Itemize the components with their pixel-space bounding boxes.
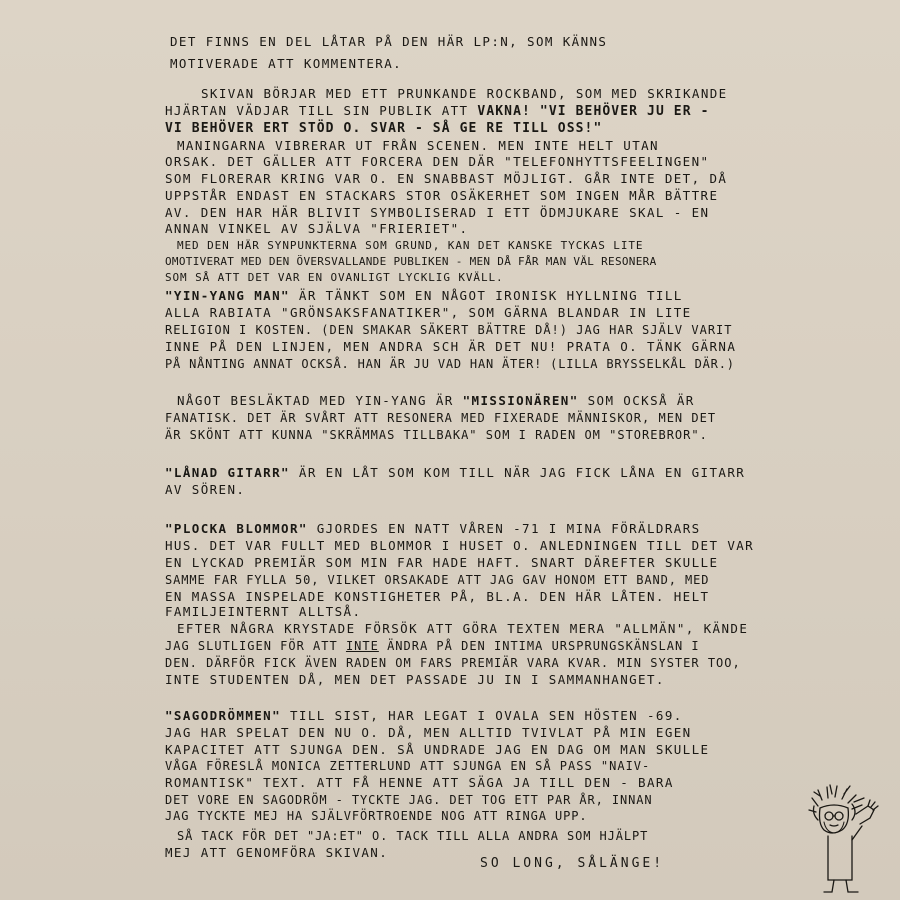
text-fragment: SOM OCKSÅ ÄR xyxy=(578,393,695,408)
intro-line: MOTIVERADE ATT KOMMENTERA. xyxy=(170,56,403,71)
text-line xyxy=(165,638,700,654)
text-line: EN LYCKAD PREMIÄR SOM MIN FAR HADE HAFT. SNART DÄREFTER SKULLE xyxy=(165,555,719,570)
text-fragment: ÄNDRA PÅ DEN INTIMA URSPRUNGSKÄNSLAN I xyxy=(378,639,700,653)
song-title: "MISSIONÄREN" xyxy=(462,393,579,408)
text-line: SKIVAN BÖRJAR MED ETT PRUNKANDE ROCKBAND, SOM MED SKRIKANDE xyxy=(201,86,728,101)
text-line: ROMANTISK" TEXT. ATT FÅ HENNE ATT SÄGA JA TILL DEN - BARA xyxy=(165,775,674,790)
text-line: PÅ NÅNTING ANNAT OCKSÅ. HAN ÄR JU VAD HAN ÄTER! (LILLA BRYSSELKÅL DÄR.) xyxy=(165,357,735,371)
text-line xyxy=(177,393,695,409)
text-line: SOM FLORERAR KRING VAR O. EN SNABBAST MÖJLIGT. GÅR INTE DET, DÅ xyxy=(165,171,728,186)
text-line: VÅGA FÖRESLÅ MONICA ZETTERLUND ATT SJUNGA EN SÅ PASS "NAIV- xyxy=(165,759,651,773)
text-fragment: ÄR TÄNKT SOM EN NÅGOT IRONISK HYLLNING TILL xyxy=(289,288,683,303)
closing-line: SÅ TACK FÖR DET "JA:ET" O. TACK TILL ALLA ANDRA SOM HJÄLPT xyxy=(177,829,649,843)
text-line: OMOTIVERAT MED DEN ÖVERSVALLANDE PUBLIKEN - MEN DÅ FÅR MAN VÄL RESONERA xyxy=(165,255,657,268)
song-title: "YIN-YANG MAN" xyxy=(165,288,290,303)
closing-line: MEJ ATT GENOMFÖRA SKIVAN. xyxy=(165,845,389,860)
text-fragment: JAG SLUTLIGEN FÖR ATT xyxy=(165,639,346,653)
signoff: SO LONG, SÅLÄNGE! xyxy=(480,856,665,871)
text-line xyxy=(165,103,710,120)
text-line: DET VORE EN SAGODRÖM - TYCKTE JAG. DET TOG ETT PAR ÅR, INNAN xyxy=(165,793,653,807)
text-fragment: TILL SIST, HAR LEGAT I OVALA SEN HÖSTEN -69. xyxy=(281,708,683,723)
text-line: AV. DEN HAR HÄR BLIVIT SYMBOLISERAD I ETT ÖDMJUKARE SKAL - EN xyxy=(165,205,710,220)
text-line: MED DEN HÄR SYNPUNKTERNA SOM GRUND, KAN DET KANSKE TYCKAS LITE xyxy=(177,239,644,252)
text-line: MANINGARNA VIBRERAR UT FRÅN SCENEN. MEN INTE HELT UTAN xyxy=(177,138,659,153)
song-title: "LÅNAD GITARR" xyxy=(165,465,290,480)
song-title: "SAGODRÖMMEN" xyxy=(165,708,282,723)
text-line: JAG HAR SPELAT DEN NU O. DÅ, MEN ALLTID TVIVLAT PÅ MIN EGEN xyxy=(165,725,692,740)
text-line: AV SÖREN. xyxy=(165,482,246,497)
text-line xyxy=(165,708,683,724)
shout-text: VAKNA! "VI BEHÖVER JU ER - xyxy=(477,104,710,119)
text-fragment: HJÄRTAN VÄDJAR TILL SIN PUBLIK ATT xyxy=(165,103,478,118)
text-line: ÄR SKÖNT ATT KUNNA "SKRÄMMAS TILLBAKA" SOM I RADEN OM "STOREBROR". xyxy=(165,428,708,442)
doodle-figure-icon xyxy=(808,784,888,896)
text-line: ANNAN VINKEL AV SJÄLVA "FRIERIET". xyxy=(165,221,469,236)
text-line: ALLA RABIATA "GRÖNSAKSFANATIKER", SOM GÄRNA BLANDAR IN LITE xyxy=(165,305,692,320)
underlined-word: INTE xyxy=(345,639,379,653)
text-line: SOM SÅ ATT DET VAR EN OVANLIGT LYCKLIG KVÄLL. xyxy=(165,271,504,284)
text-line: EFTER NÅGRA KRYSTADE FÖRSÖK ATT GÖRA TEXTEN MERA "ALLMÄN", KÄNDE xyxy=(177,621,749,636)
text-line: SAMME FAR FYLLA 50, VILKET ORSAKADE ATT JAG GAV HONOM ETT BAND, MED xyxy=(165,573,710,587)
text-line: HUS. DET VAR FULLT MED BLOMMOR I HUSET O. ANLEDNINGEN TILL DET VAR xyxy=(165,538,755,553)
text-line: DEN. DÄRFÖR FICK ÄVEN RADEN OM FARS PREMIÄR VARA KVAR. MIN SYSTER TOO, xyxy=(165,656,741,670)
text-line xyxy=(165,288,683,304)
text-line: FANATISK. DET ÄR SVÅRT ATT RESONERA MED FIXERADE MÄNNISKOR, MEN DET xyxy=(165,411,717,425)
text-fragment: NÅGOT BESLÄKTAD MED YIN-YANG ÄR xyxy=(177,393,463,408)
text-line: EN MASSA INSPELADE KONSTIGHETER PÅ, BL.A. DEN HÄR LÅTEN. HELT xyxy=(165,589,710,604)
text-line: RELIGION I KOSTEN. (DEN SMAKAR SÄKERT BÄTTRE DÅ!) JAG HAR SJÄLV VARIT xyxy=(165,323,733,337)
text-line: INNE PÅ DEN LINJEN, MEN ANDRA SCH ÄR DET NU! PRATA O. TÄNK GÄRNA xyxy=(165,339,737,354)
text-fragment: GJORDES EN NATT VÅREN -71 I MINA FÖRÄLDRARS xyxy=(307,521,701,536)
text-line: INTE STUDENTEN DÅ, MEN DET PASSADE JU IN I SAMMANHANGET. xyxy=(165,672,665,687)
text-line: JAG TYCKTE MEJ HA SJÄLVFÖRTROENDE NOG ATT RINGA UPP. xyxy=(165,809,588,823)
shout-line: VI BEHÖVER ERT STÖD O. SVAR - SÅ GE RE TILL OSS!" xyxy=(165,121,603,136)
text-line xyxy=(165,521,701,537)
text-line: ORSAK. DET GÄLLER ATT FORCERA DEN DÄR "TELEFONHYTTSFEELINGEN" xyxy=(165,154,710,169)
song-title: "PLOCKA BLOMMOR" xyxy=(165,521,308,536)
text-fragment: ÄR EN LÅT SOM KOM TILL NÄR JAG FICK LÅNA EN GITARR xyxy=(289,465,746,480)
text-line xyxy=(165,465,745,481)
text-line: UPPSTÅR ENDAST EN STACKARS STOR OSÄKERHET SOM INGEN MÅR BÄTTRE xyxy=(165,188,719,203)
text-line: FAMILJEINTERNT ALLTSÅ. xyxy=(165,604,362,619)
text-line: KAPACITET ATT SJUNGA DEN. SÅ UNDRADE JAG EN DAG OM MAN SKULLE xyxy=(165,742,710,757)
intro-line: DET FINNS EN DEL LÅTAR PÅ DEN HÄR LP:N, SOM KÄNNS xyxy=(170,34,608,49)
